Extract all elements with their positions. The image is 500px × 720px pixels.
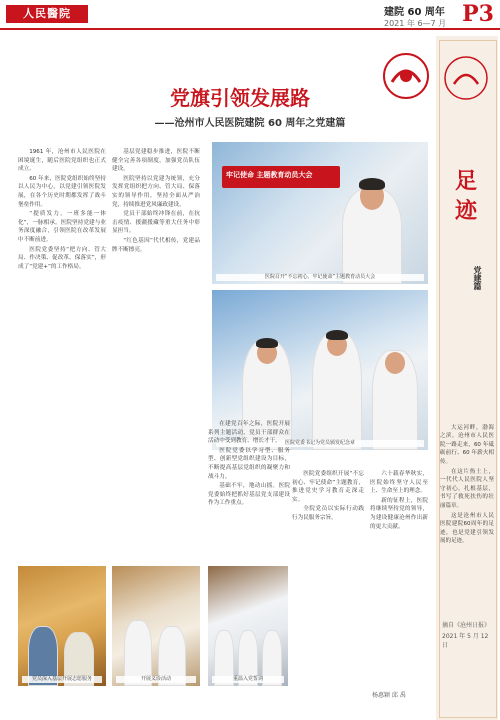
sidebar-title-char: 足 — [454, 168, 477, 194]
article-column-5 — [370, 470, 428, 684]
paragraph: 1961 年，沧州市人民医院在困境诞生，随后医院党组织也正式成立。 — [18, 149, 106, 173]
article-author: 杨惠颖 邱 禹 — [372, 692, 406, 699]
paragraph: 全院党员以实际行动践行为民服务宗旨。 — [292, 506, 364, 521]
article-column-4 — [292, 470, 364, 680]
photo-mobilization-meeting — [212, 142, 428, 284]
speaker-hair — [359, 178, 385, 190]
paragraph: “红色基因”代代相传，党建品牌不断擦亮。 — [112, 237, 200, 253]
page-number: P3 — [462, 1, 494, 27]
paragraph: 基层党建稳步推进，医院不断健全完善各项制度，加强党员队伍建设。 — [112, 149, 200, 173]
paragraph: 医院党委组织开展“不忘初心、牢记使命”主题教育，推进党史学习教育走深走实。 — [292, 471, 364, 503]
article-title: 党旗引领发展路 — [170, 86, 310, 110]
issue-date: 2021 年 6—7 月 — [384, 19, 447, 28]
paragraph: 在这片热土上，一代代人民医院人坚守初心，扎根基层，书写了救死扶伤的壮丽篇章。 — [440, 469, 494, 509]
article-column-1 — [18, 148, 106, 560]
person-face — [385, 352, 405, 374]
photo-caption: 重温入党誓词 — [212, 676, 284, 683]
paragraph: 基础不牢，地动山摇。医院党委始终把抓好基层党支部建设作为工作重点。 — [208, 483, 290, 507]
photo-caption: 开展义诊活动 — [116, 676, 196, 683]
sidebar-text — [440, 424, 494, 610]
photo-caption: 医院召开“不忘初心、牢记使命”主题教育动员大会 — [216, 274, 424, 281]
article-column-2 — [112, 148, 200, 560]
sidebar-frame — [439, 40, 497, 718]
sidebar-logo-icon — [442, 54, 490, 102]
anniversary-logo-icon — [382, 52, 430, 100]
banner-text: 牢记使命 主题教育动员大会 — [226, 171, 313, 179]
paragraph: 这是沧州市人民医院建院60周年的足迹，也是党建引领发展的足迹。 — [440, 513, 494, 545]
paragraph: 60 年来，医院党组织始终坚持以人民为中心，以党建引领医院发展，在各个历史时期都发挥了战斗堡垒作用。 — [18, 175, 106, 208]
paragraph: 党员干部始终冲锋在前，在抗击疫情、援疆援藏等重大任务中彰显担当。 — [112, 211, 200, 235]
paragraph: 医院党委坚持“把方向、管大局、作决策、促改革、保落实”，形成了“党建+”的工作格局。 — [18, 246, 106, 270]
photo-free-clinic — [112, 566, 200, 686]
issue-title: 建院 60 周年 — [384, 7, 445, 18]
paragraph: 医院党委以学习型、服务型、创新型党组织建设为目标，不断提高基层党组织的凝聚力和战斗力。 — [208, 447, 290, 480]
sidebar-title — [446, 166, 486, 226]
person-hair — [256, 338, 278, 348]
person-hair — [326, 330, 348, 340]
sidebar-footprints — [436, 36, 498, 720]
article-subtitle: ——沧州市人民医院建院 60 周年之党建篇 — [154, 118, 346, 129]
sidebar-subtitle: 党建篇 — [473, 266, 482, 290]
paragraph: 六十载春华秋实，医院始终坚守人民至上、生命至上的理念。 — [370, 471, 428, 495]
paragraph: 在建党百年之际，医院开展系列主题活动，党员干部群众在活动中受到教育、增长才干。 — [208, 421, 290, 445]
photo-oath — [208, 566, 288, 686]
newspaper-brand: 人民醫院 — [6, 5, 88, 23]
sidebar-title-char: 迹 — [454, 198, 477, 224]
paragraph: 大运河畔，渤海之滨，沧州市人民医院一路走来，60 年砥砺前行、60 年薪火相传。 — [440, 425, 494, 465]
paragraph: 新的征程上，医院将继续坚持党的领导，为建设健康沧州作出新的更大贡献。 — [370, 497, 428, 530]
paragraph: 医院坚持以党建为统领，充分发挥党组织把方向、管大局、保落实的领导作用，坚持全面从严治党，持续推进党风廉政建设。 — [112, 175, 200, 208]
photo-caption: 医院党委书记为党员颁发纪念章 — [216, 440, 424, 447]
paragraph: “提质发力，一班多能一体化”，一脉相承。医院坚持党建与业务深度融合，引领医院在改革发展中不断前进。 — [18, 211, 106, 243]
sidebar-source-note — [442, 620, 494, 651]
source-name: 摘自《沧州日报》 — [442, 622, 491, 629]
source-date: 2021 年 5 月 12 日 — [442, 633, 489, 649]
photo-volunteer-service — [18, 566, 106, 686]
photo-caption: 党员深入基层开展志愿服务 — [22, 676, 102, 683]
